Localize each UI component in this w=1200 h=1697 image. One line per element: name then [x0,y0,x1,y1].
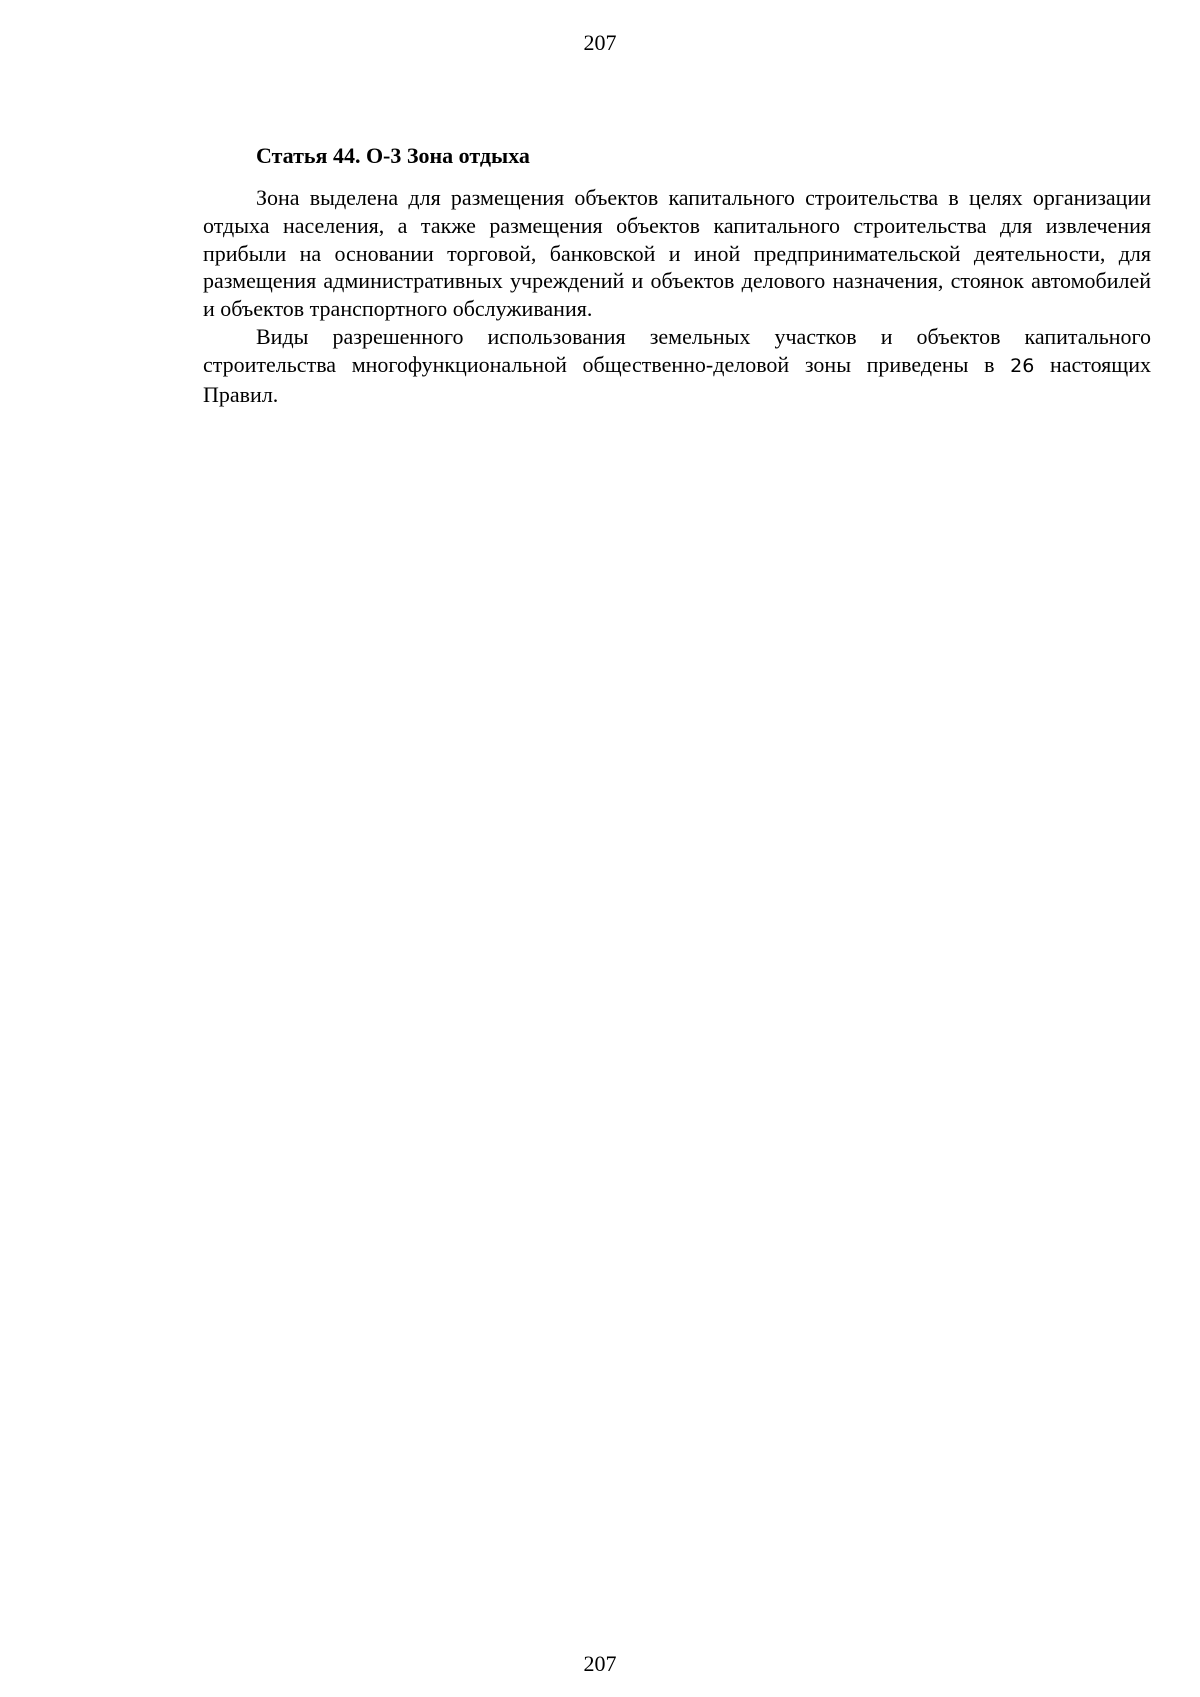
article-title: Статья 44. О-3 Зона отдыха [256,143,530,168]
paragraph-permitted-uses [203,323,1151,408]
page-number-top: 207 [583,30,617,55]
article-body [203,184,1151,408]
page-number-bottom: 207 [583,1651,617,1676]
paragraph-zone-purpose: Зона выделена для размещения объектов капитального строительства в целях организации отдыха населения, а также размещения объектов капитального строительства для извлечения прибыли на основании торговой, банковской и иной предпринимательской деятельности, для размещения административных учреждений и объектов делового назначения, стоянок автомобилей и объектов транспортного обслуживания. [203,185,1151,322]
paragraph-permitted-uses-start: Виды разрешенного использования земельных участков и объектов капитального строительства многофункциональной общественно-деловой зоны приведены в [203,323,1151,377]
article [203,142,1151,408]
paragraph-permitted-uses-end: настоящих Правил. [203,351,1151,407]
article-reference-number: 26 [1010,354,1035,377]
